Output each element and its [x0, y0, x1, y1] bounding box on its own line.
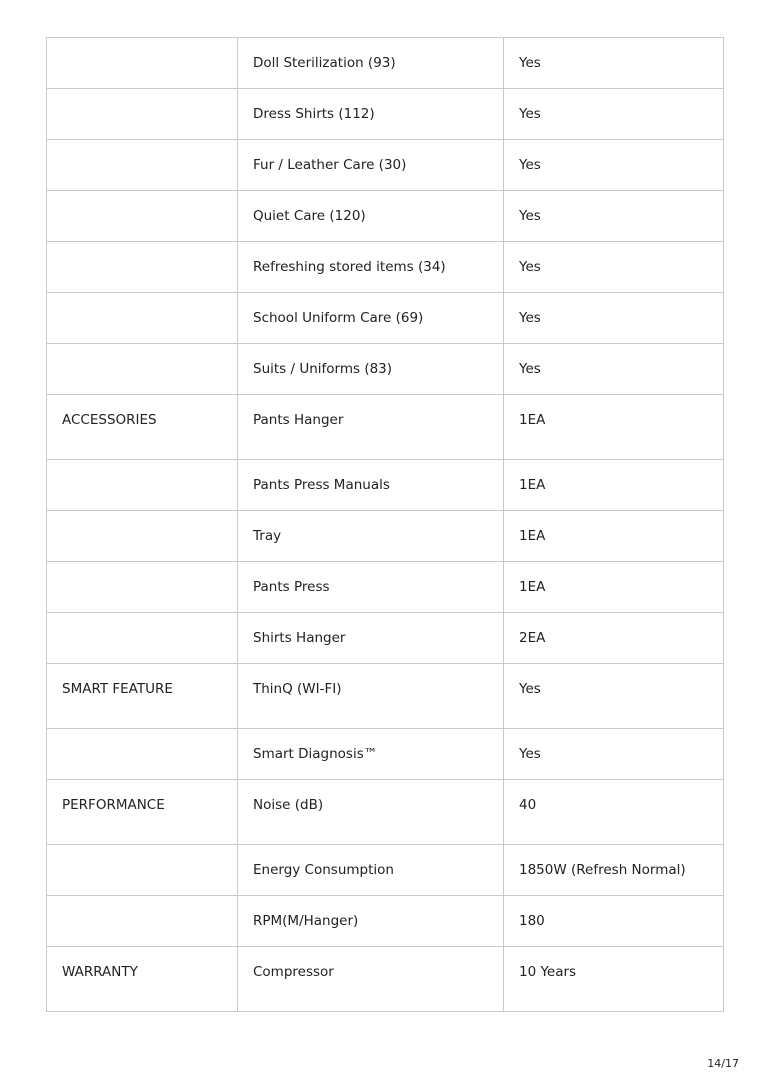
category-cell: [47, 191, 238, 242]
category-label: [62, 845, 222, 862]
value-label: Yes: [519, 208, 541, 224]
value-label: Yes: [519, 106, 541, 122]
category-label: [62, 293, 222, 310]
table-row: [47, 38, 724, 89]
category-label: [62, 89, 222, 106]
feature-cell: [238, 896, 504, 947]
table-row: [47, 780, 724, 845]
category-cell: [47, 562, 238, 613]
category-label: [62, 511, 222, 528]
table-row: [47, 613, 724, 664]
value-cell: [504, 845, 724, 896]
value-cell: [504, 460, 724, 511]
feature-label: RPM(M/Hanger): [253, 913, 359, 929]
table-row: [47, 191, 724, 242]
value-label: Yes: [519, 361, 541, 377]
category-label: [62, 140, 222, 157]
category-label: ACCESSORIES: [62, 412, 157, 428]
feature-cell: [238, 344, 504, 395]
value-label: 1EA: [519, 477, 546, 493]
feature-label: Fur / Leather Care (30): [253, 157, 407, 173]
table-row: [47, 293, 724, 344]
table-row: [47, 395, 724, 460]
value-cell: [504, 729, 724, 780]
table-row: [47, 511, 724, 562]
category-label: PERFORMANCE: [62, 797, 165, 813]
feature-cell: [238, 89, 504, 140]
category-label: WARRANTY: [62, 964, 138, 980]
feature-label: Pants Press: [253, 579, 330, 595]
value-cell: [504, 293, 724, 344]
category-label: [62, 191, 222, 208]
category-cell: [47, 89, 238, 140]
feature-label: Doll Sterilization (93): [253, 55, 396, 71]
feature-cell: [238, 511, 504, 562]
feature-label: ThinQ (WI-FI): [253, 681, 342, 697]
feature-cell: [238, 191, 504, 242]
feature-cell: [238, 613, 504, 664]
feature-label: School Uniform Care (69): [253, 310, 424, 326]
feature-label: Pants Press Manuals: [253, 477, 390, 493]
category-label: [62, 38, 222, 55]
value-cell: [504, 242, 724, 293]
table-row: [47, 460, 724, 511]
feature-label: Shirts Hanger: [253, 630, 346, 646]
feature-label: Tray: [253, 528, 282, 544]
category-cell: [47, 344, 238, 395]
category-label: [62, 344, 222, 361]
category-label: [62, 896, 222, 913]
category-cell: [47, 460, 238, 511]
feature-label: Pants Hanger: [253, 412, 344, 428]
value-cell: [504, 896, 724, 947]
value-cell: [504, 780, 724, 845]
table-row: [47, 947, 724, 1012]
feature-cell: [238, 780, 504, 845]
value-cell: [504, 395, 724, 460]
value-label: 1EA: [519, 528, 546, 544]
table-row: [47, 729, 724, 780]
value-cell: [504, 511, 724, 562]
value-cell: [504, 562, 724, 613]
category-cell: [47, 511, 238, 562]
value-label: 1EA: [519, 579, 546, 595]
value-label: Yes: [519, 310, 541, 326]
value-label: 180: [519, 913, 545, 929]
value-label: 1850W (Refresh Normal): [519, 862, 686, 878]
category-cell: [47, 140, 238, 191]
feature-label: Noise (dB): [253, 797, 324, 813]
feature-label: Quiet Care (120): [253, 208, 366, 224]
feature-cell: [238, 460, 504, 511]
value-label: Yes: [519, 259, 541, 275]
category-label: SMART FEATURE: [62, 681, 173, 697]
feature-cell: [238, 562, 504, 613]
value-label: Yes: [519, 681, 541, 697]
category-label: [62, 613, 222, 630]
table-row: [47, 664, 724, 729]
feature-cell: [238, 729, 504, 780]
feature-cell: [238, 947, 504, 1012]
feature-cell: [238, 845, 504, 896]
value-cell: [504, 38, 724, 89]
category-cell: [47, 395, 238, 460]
table-row: [47, 845, 724, 896]
category-cell: [47, 293, 238, 344]
value-cell: [504, 140, 724, 191]
table-row: [47, 140, 724, 191]
category-label: [62, 460, 222, 477]
category-cell: [47, 613, 238, 664]
feature-cell: [238, 242, 504, 293]
spec-table: [46, 37, 724, 1012]
value-cell: [504, 664, 724, 729]
value-cell: [504, 947, 724, 1012]
table-row: [47, 344, 724, 395]
feature-cell: [238, 140, 504, 191]
category-label: [62, 242, 222, 259]
value-cell: [504, 89, 724, 140]
value-label: 2EA: [519, 630, 546, 646]
value-label: Yes: [519, 157, 541, 173]
value-cell: [504, 344, 724, 395]
page-number: 14/17: [707, 1057, 739, 1070]
feature-label: Suits / Uniforms (83): [253, 361, 393, 377]
feature-label: Compressor: [253, 964, 334, 980]
feature-cell: [238, 395, 504, 460]
category-cell: [47, 242, 238, 293]
category-cell: [47, 38, 238, 89]
category-label: [62, 562, 222, 579]
category-cell: [47, 780, 238, 845]
category-cell: [47, 729, 238, 780]
table-row: [47, 562, 724, 613]
category-cell: [47, 896, 238, 947]
feature-cell: [238, 38, 504, 89]
value-cell: [504, 191, 724, 242]
table-row: [47, 89, 724, 140]
feature-label: Smart Diagnosis™: [253, 746, 378, 762]
feature-cell: [238, 293, 504, 344]
feature-label: Refreshing stored items (34): [253, 259, 446, 275]
feature-label: Energy Consumption: [253, 862, 394, 878]
table-row: [47, 242, 724, 293]
value-cell: [504, 613, 724, 664]
category-cell: [47, 664, 238, 729]
category-cell: [47, 845, 238, 896]
table-row: [47, 896, 724, 947]
feature-cell: [238, 664, 504, 729]
category-label: [62, 729, 222, 746]
value-label: 40: [519, 797, 537, 813]
value-label: Yes: [519, 55, 541, 71]
value-label: 10 Years: [519, 964, 577, 980]
category-cell: [47, 947, 238, 1012]
value-label: 1EA: [519, 412, 546, 428]
feature-label: Dress Shirts (112): [253, 106, 375, 122]
value-label: Yes: [519, 746, 541, 762]
